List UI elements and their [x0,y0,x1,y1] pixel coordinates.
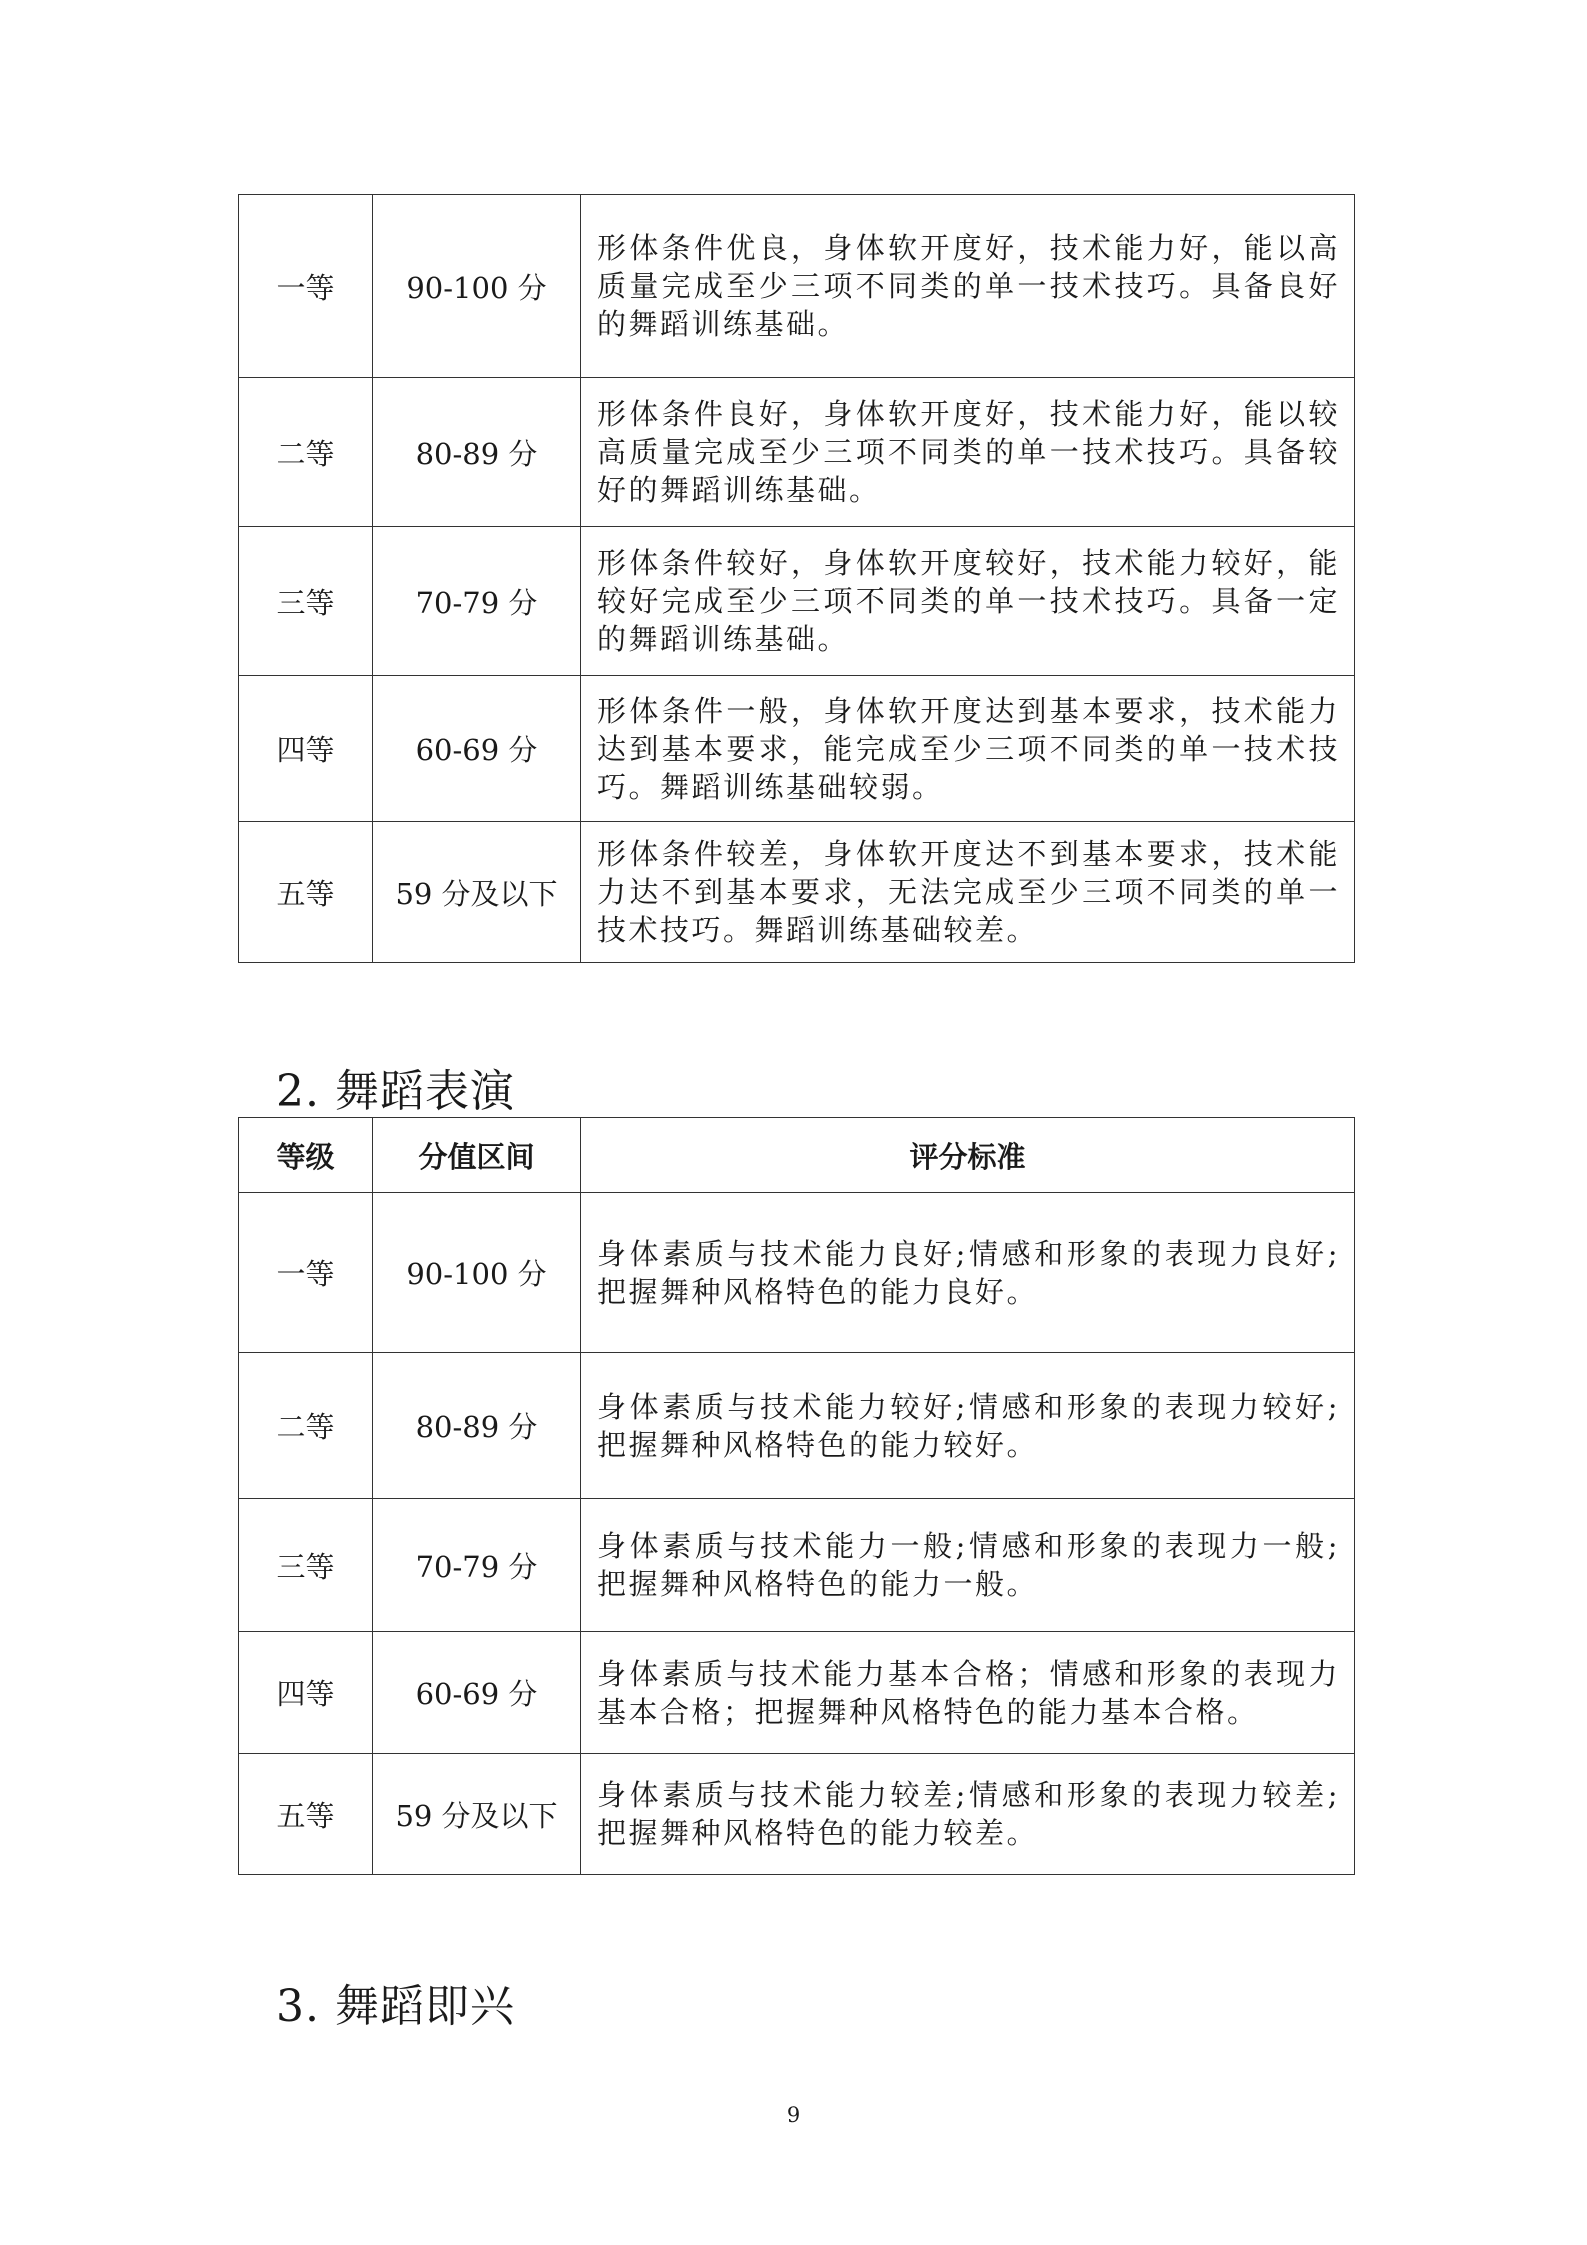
table-row [239,1353,1355,1499]
score-range-cell: 59 分及以下 [373,1754,581,1875]
criteria-cell: 形体条件优良，身体软开度好，技术能力好，能以高质量完成至少三项不同类的单一技术技巧。具备良好的舞蹈训练基础。 [581,195,1355,378]
technique-grading-table [238,194,1355,963]
table-row [239,527,1355,676]
criteria-cell: 身体素质与技术能力一般;情感和形象的表现力一般;把握舞种风格特色的能力一般。 [581,1499,1355,1632]
grade-cell: 二等 [239,1353,373,1499]
table-row [239,1499,1355,1632]
grade-cell: 四等 [239,1632,373,1754]
page-number: 9 [786,2103,801,2127]
column-header-score-range: 分值区间 [373,1118,581,1193]
grade-cell: 三等 [239,527,373,676]
score-range-cell: 60-69 分 [373,676,581,822]
criteria-cell: 形体条件良好，身体软开度好，技术能力好，能以较高质量完成至少三项不同类的单一技术技巧。具备较好的舞蹈训练基础。 [581,378,1355,527]
criteria-cell: 身体素质与技术能力较好;情感和形象的表现力较好;把握舞种风格特色的能力较好。 [581,1353,1355,1499]
score-range-cell: 70-79 分 [373,527,581,676]
criteria-cell: 形体条件一般，身体软开度达到基本要求，技术能力达到基本要求，能完成至少三项不同类的单一技术技巧。舞蹈训练基础较弱。 [581,676,1355,822]
section-title-dance-improvisation: 3. 舞蹈即兴 [276,1981,515,2032]
criteria-cell: 身体素质与技术能力基本合格；情感和形象的表现力基本合格；把握舞种风格特色的能力基本合格。 [581,1632,1355,1754]
column-header-grade: 等级 [239,1118,373,1193]
score-range-cell: 60-69 分 [373,1632,581,1754]
table-row [239,1754,1355,1875]
table-row [239,195,1355,378]
table-row [239,1193,1355,1353]
score-range-cell: 80-89 分 [373,1353,581,1499]
score-range-cell: 70-79 分 [373,1499,581,1632]
performance-grading-table [238,1117,1355,1875]
table-row [239,378,1355,527]
grade-cell: 一等 [239,195,373,378]
grade-cell: 二等 [239,378,373,527]
table-row [239,676,1355,822]
criteria-cell: 形体条件较好，身体软开度较好，技术能力较好，能较好完成至少三项不同类的单一技术技巧。具备一定的舞蹈训练基础。 [581,527,1355,676]
grade-cell: 一等 [239,1193,373,1353]
table-row [239,1632,1355,1754]
grade-cell: 五等 [239,1754,373,1875]
table-row [239,822,1355,963]
grade-cell: 三等 [239,1499,373,1632]
section-title-dance-performance: 2. 舞蹈表演 [276,1066,515,1117]
criteria-cell: 身体素质与技术能力良好;情感和形象的表现力良好;把握舞种风格特色的能力良好。 [581,1193,1355,1353]
score-range-cell: 59 分及以下 [373,822,581,963]
grade-cell: 五等 [239,822,373,963]
score-range-cell: 90-100 分 [373,1193,581,1353]
criteria-cell: 形体条件较差，身体软开度达不到基本要求，技术能力达不到基本要求，无法完成至少三项不同类的单一技术技巧。舞蹈训练基础较差。 [581,822,1355,963]
table-header-row [239,1118,1355,1193]
column-header-criteria: 评分标准 [581,1118,1355,1193]
score-range-cell: 90-100 分 [373,195,581,378]
grade-cell: 四等 [239,676,373,822]
score-range-cell: 80-89 分 [373,378,581,527]
criteria-cell: 身体素质与技术能力较差;情感和形象的表现力较差;把握舞种风格特色的能力较差。 [581,1754,1355,1875]
